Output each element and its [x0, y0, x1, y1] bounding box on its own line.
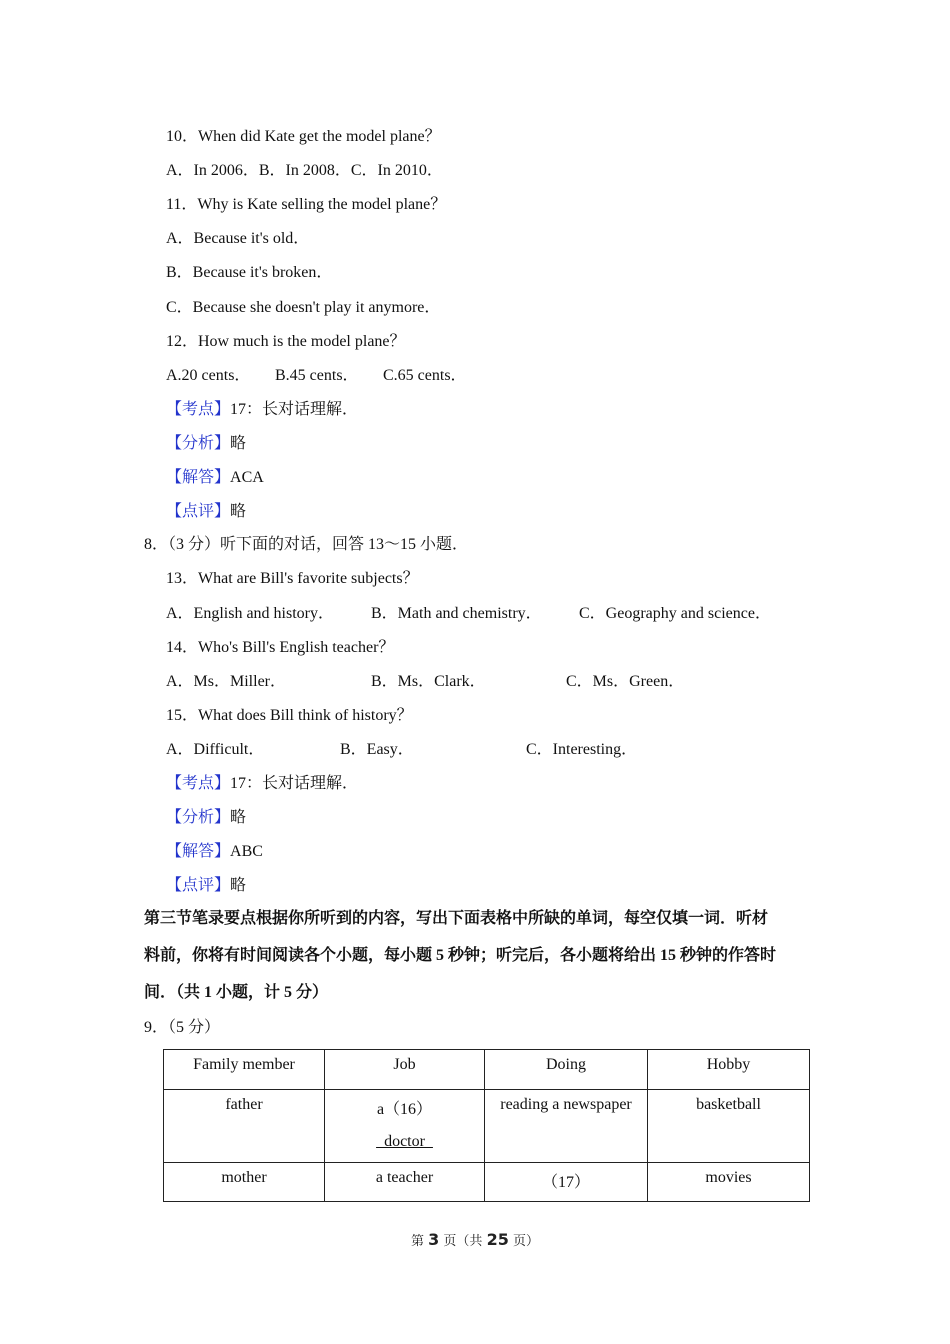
- q12-option-b: B.45 cents．: [275, 367, 359, 384]
- fenxi-text: 略: [230, 435, 247, 452]
- dianping-tag: 【点评】: [166, 503, 231, 520]
- fenxi-text-2: 略: [230, 809, 247, 826]
- q11-option-c: C．Because she doesn't play it anymore．: [166, 299, 441, 316]
- page-number: 3: [428, 1230, 440, 1249]
- dianping-tag-2: 【点评】: [166, 877, 231, 894]
- kaodian-text: 17：长对话理解．: [230, 401, 359, 418]
- q11-option-a: A．Because it's old．: [166, 230, 310, 247]
- fenxi-tag: 【分析】: [166, 435, 231, 452]
- jieda-tag: 【解答】: [166, 469, 231, 486]
- q12-option-a: A.20 cents．: [166, 367, 251, 384]
- q15-stem: 15．What does Bill think of history？: [166, 707, 413, 724]
- table-header-cell: Family member: [164, 1050, 325, 1090]
- table-cell-hobby: basketball: [648, 1090, 810, 1163]
- kaodian-text-2: 17：长对话理解．: [230, 775, 359, 792]
- jieda-tag-2: 【解答】: [166, 843, 231, 860]
- table-header-row: [164, 1050, 810, 1090]
- section3-line-3: 间．（共 1 小题，计 5 分）: [144, 984, 329, 1001]
- q10-stem: 10．When did Kate get the model plane？: [166, 128, 441, 145]
- q12-option-c: C.65 cents．: [383, 367, 467, 384]
- fenxi-tag-2: 【分析】: [166, 809, 231, 826]
- q14-stem: 14．Who's Bill's English teacher？: [166, 639, 395, 656]
- q14-option-c: C．Ms．Green．: [566, 673, 685, 690]
- q13-option-a: A．English and history．: [166, 605, 334, 622]
- kaodian-row: [166, 400, 358, 420]
- dianping-row-2: [166, 876, 246, 896]
- table-cell-doing: （17）: [485, 1163, 648, 1202]
- kaodian-row-2: [166, 774, 358, 794]
- fenxi-row: [166, 434, 246, 454]
- total-pages: 25: [486, 1230, 509, 1249]
- q13-stem: 13．What are Bill's favorite subjects？: [166, 570, 419, 587]
- page-footer: [0, 1230, 950, 1249]
- jieda-row: [166, 468, 264, 488]
- job-answer: doctor: [376, 1133, 433, 1150]
- table-header-cell: Doing: [485, 1050, 648, 1090]
- q14-option-a: A．Ms．Miller．: [166, 673, 287, 690]
- table-header-cell: Job: [325, 1050, 485, 1090]
- section3-line-1: 第三节笔录要点根据你所听到的内容，写出下面表格中所缺的单词，每空仅填一词．听材: [144, 910, 769, 927]
- q15-option-b: B．Easy．: [340, 741, 414, 758]
- table-row: [164, 1163, 810, 1202]
- dianping-text-2: 略: [230, 877, 247, 894]
- table-cell-member: mother: [164, 1163, 325, 1202]
- footer-post: 页）: [508, 1234, 539, 1249]
- job-blank-label: a（16）: [376, 1101, 433, 1118]
- q13-option-b: B．Math and chemistry．: [371, 605, 542, 622]
- q10-options: A．In 2006．B．In 2008．C．In 2010．: [166, 162, 443, 179]
- table-cell-hobby: movies: [648, 1163, 810, 1202]
- table-cell-job: a teacher: [325, 1163, 485, 1202]
- table-cell-job: [325, 1090, 485, 1163]
- q14-option-b: B．Ms．Clark．: [371, 673, 486, 690]
- table-row: [164, 1090, 810, 1163]
- footer-mid: 页（共: [439, 1234, 487, 1249]
- dianping-row: [166, 502, 246, 522]
- table-cell-doing: reading a newspaper: [485, 1090, 648, 1163]
- q15-option-c: C．Interesting．: [526, 741, 638, 758]
- jieda-text: ACA: [230, 469, 264, 486]
- q11-option-b: B．Because it's broken．: [166, 264, 333, 281]
- q8-header: 8．（3 分）听下面的对话，回答 13～15 小题．: [144, 536, 469, 553]
- q15-option-a: A．Difficult．: [166, 741, 265, 758]
- table-cell-member: father: [164, 1090, 325, 1163]
- table-header-cell: Hobby: [648, 1050, 810, 1090]
- kaodian-tag-2: 【考点】: [166, 775, 231, 792]
- q13-option-c: C．Geography and science．: [579, 605, 771, 622]
- jieda-row-2: [166, 842, 263, 862]
- section3-line-2: 料前，你将有时间阅读各个小题，每小题 5 秒钟；听完后，各小题将给出 15 秒钟的作答时: [144, 947, 777, 964]
- q9-header: 9．（5 分）: [144, 1019, 221, 1036]
- q11-stem: 11．Why is Kate selling the model plane？: [166, 196, 447, 213]
- dianping-text: 略: [230, 503, 247, 520]
- fenxi-row-2: [166, 808, 246, 828]
- kaodian-tag: 【考点】: [166, 401, 231, 418]
- family-table: [163, 1049, 810, 1202]
- jieda-text-2: ABC: [230, 843, 263, 860]
- footer-pre: 第: [411, 1234, 429, 1249]
- q12-stem: 12．How much is the model plane？: [166, 333, 406, 350]
